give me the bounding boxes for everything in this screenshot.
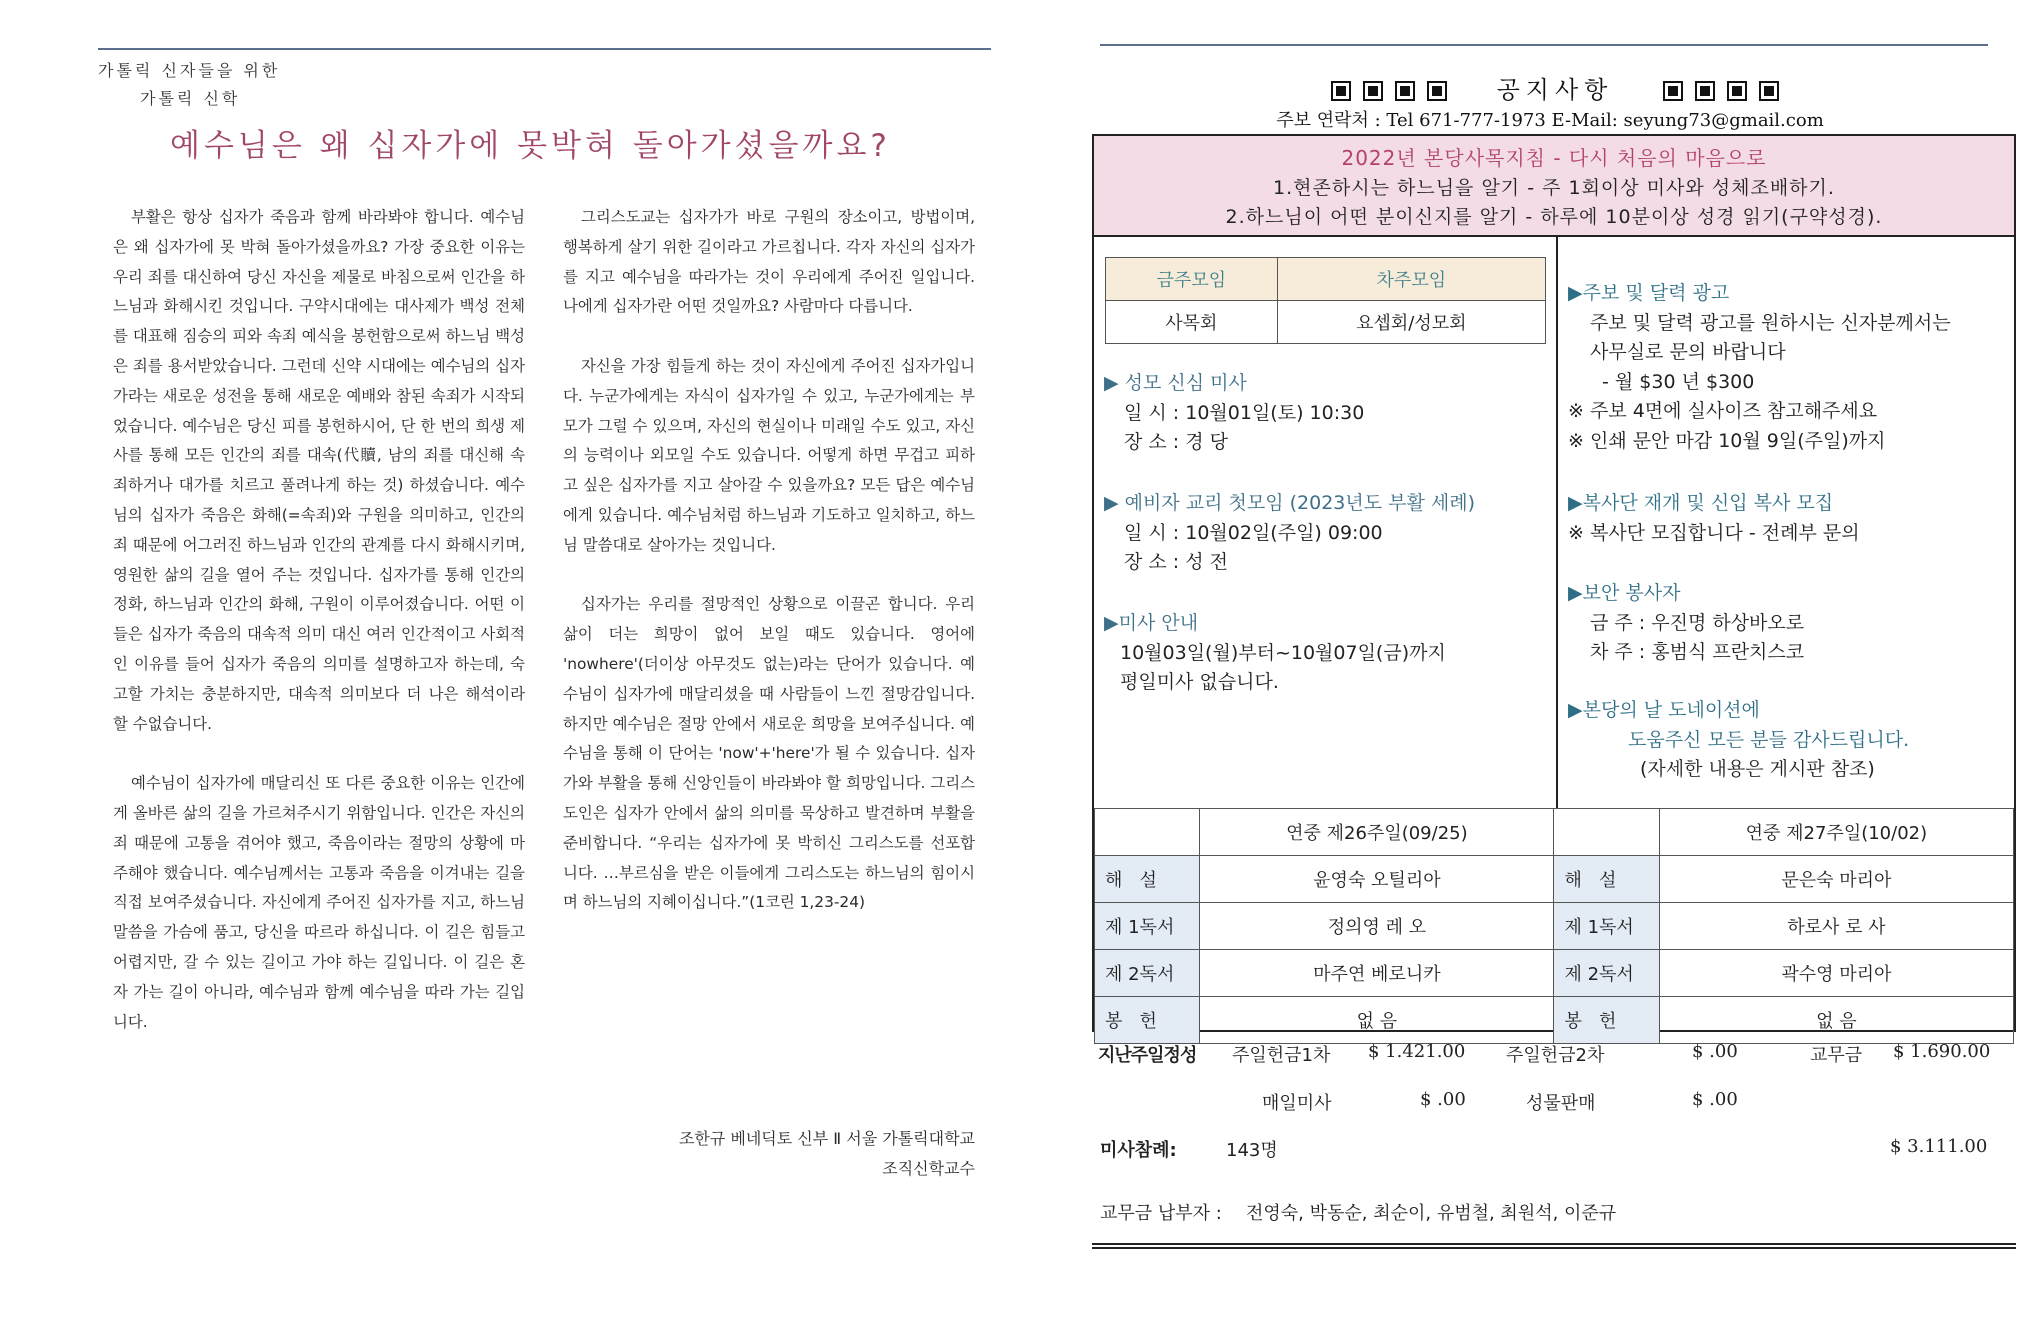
mass1-section <box>1104 369 1364 458</box>
row-label: 제 1독서 <box>1095 903 1200 950</box>
week2-cell: 없 음 <box>1659 997 2013 1044</box>
ads-line2: 사무실로 문의 바랍니다 <box>1590 341 1786 363</box>
notice-box <box>1092 134 2016 1032</box>
banner-title: 2022년 본당사목지침 - 다시 처음의 마음으로 <box>1341 146 1767 170</box>
notice-title-row <box>1295 70 1815 105</box>
mass3-section <box>1104 609 1446 698</box>
meeting-this-week: 사목회 <box>1106 301 1278 344</box>
dues-value: $ 1.690.00 <box>1893 1041 1991 1062</box>
square-bullet-icon <box>1727 81 1747 101</box>
donation-line1: 도움주신 모든 분들 감사드립니다. <box>1628 728 1910 751</box>
sunday2-label: 주일헌금2차 <box>1506 1045 1605 1066</box>
article-paragraph: 그리스도교는 십자가가 바로 구원의 장소이고, 방법이며, 행복하게 살기 위한 길이라고 가르칩니다. 각자 자신의 십자가를 지고 예수님을 따라가는 것이 우리에게 주어진 일입니다. 나에게 십자가란 어떤 것일까요? 사람마다 다릅니다. <box>563 208 975 316</box>
author-line1: 조한규 베네딕토 신부 Ⅱ 서울 가톨릭대학교 <box>678 1129 975 1148</box>
square-bullet-icon <box>1363 81 1383 101</box>
right-top-rule <box>1100 44 1988 46</box>
week2-cell: 문은숙 마리아 <box>1659 856 2013 903</box>
liturgy-schedule-table <box>1094 808 2014 1044</box>
mass2-section <box>1104 489 1475 578</box>
square-bullet-icon <box>1695 81 1715 101</box>
mass3-line1: 10월03일(월)부터~10월07일(금)까지 <box>1120 641 1446 664</box>
author-line2: 조직신학교수 <box>882 1159 975 1178</box>
week1-header: 연중 제26주일(09/25) <box>1200 809 1554 856</box>
bottom-double-rule <box>1092 1243 2016 1249</box>
finance-label: 지난주일정성 <box>1098 1045 1197 1066</box>
square-bullet-icon <box>1759 81 1779 101</box>
attendance-label: 미사참례: <box>1100 1140 1177 1161</box>
ads-line1: 주보 및 달력 광고를 원하시는 신자분께서는 <box>1590 311 1951 334</box>
ads-line5: ※ 인쇄 문안 마감 10월 9일(주일)까지 <box>1568 429 1886 452</box>
goods-label: 성물판매 <box>1526 1093 1596 1114</box>
altar-line1: ※ 복사단 모집합니다 - 전례부 문의 <box>1568 521 1860 544</box>
mass1-place-label: 장 소 : <box>1124 431 1180 453</box>
week2-header: 연중 제27주일(10/02) <box>1659 809 2013 856</box>
week1-cell: 윤영숙 오틸리아 <box>1200 856 1554 903</box>
ads-title: ▶주보 및 달력 광고 <box>1568 282 1730 304</box>
row-label: 제 2독서 <box>1554 950 1659 997</box>
ads-line3: - 월 $30 년 $300 <box>1602 370 1755 393</box>
column-divider <box>1556 235 1558 808</box>
security-next-name: 홍범식 프란치스코 <box>1651 641 1805 663</box>
payers-label: 교무금 납부자 : <box>1100 1203 1222 1224</box>
mass3-line2: 평일미사 없습니다. <box>1120 671 1279 693</box>
dues-label: 교무금 <box>1810 1045 1863 1066</box>
attendance-value: 143명 <box>1226 1140 1278 1161</box>
altar-section <box>1568 489 1860 548</box>
mass3-title: ▶미사 안내 <box>1104 612 1199 634</box>
table-row <box>1095 997 2014 1044</box>
ads-section <box>1568 279 1951 456</box>
table-row <box>1095 856 2014 903</box>
security-section <box>1568 579 1804 668</box>
donation-line2: (자세한 내용은 게시판 참조) <box>1640 758 1875 780</box>
daily-label: 매일미사 <box>1262 1093 1332 1114</box>
banner-line1: 1.현존하시는 하느님을 알기 - 주 1회이상 미사와 성체조배하기. <box>1273 177 1835 199</box>
security-title: ▶보안 봉사자 <box>1568 582 1681 604</box>
article-paragraph: 부활은 항상 십자가 죽음과 함께 바라봐야 합니다. 예수님은 왜 십자가에 못 박혀 돌아가셨을까요? 가장 중요한 이유는 우리 죄를 대신하여 당신 자신을 제물로 바침으로써 인간을 하느님과 화해시킨 것입니다. 구약시대에는 대사제가 백성 전체를 대표해 짐승의 피와 속죄 예식을 봉헌함으로써 하느님 백성은 죄를 용서받았습니다. 그런데 신약 시대에는 예수님의 십자가라는 새로운 성전을 통해 새로운 예배와 참된 속죄가 시작되었습니다. 예수님은 당신 피를 봉헌하시어, 단 한 번의 희생 제사를 통해 모든 인간의 죄를 대속(代贖, 남의 죄를 대신해 속죄하거나 대가를 치르고 풀려나게 하는 것) 하셨습니다. 예수님의 십자가 죽음은 화해(=속죄)와 구원을 의미하고, 인간의 죄 때문에 어그러진 하느님과 인간의 관계를 다시 화해시키며, 영원한 삶의 길을 열어 주는 것입니다. 십자가를 통해 인간의 정화, 하느님과 인간의 화해, 구원이 이루어졌습니다. 어떤 이들은 십자가 죽음의 대속적 의미 대신 여러 인간적이고 사회적인 이유를 들어 십자가 죽음의 의미를 설명하고자 하는데, 숙고할 가치는 충분하지만, 대속적 의미보다 더 나은 해석이라 할 수없습니다. <box>113 208 525 733</box>
donation-section <box>1568 696 1909 785</box>
left-top-rule <box>98 48 991 50</box>
banner-line2: 2.하느님이 어떤 분이신지를 알기 - 하루에 10분이상 성경 읽기(구약성경). <box>1225 206 1883 228</box>
mass2-place-label: 장 소 : <box>1124 551 1180 573</box>
square-bullet-icon <box>1331 81 1351 101</box>
meeting-next-week: 요셉회/성모회 <box>1277 301 1545 344</box>
week1-cell: 없 음 <box>1200 997 1554 1044</box>
mass1-time: 10월01일(토) 10:30 <box>1185 401 1365 424</box>
mass2-place: 성 전 <box>1185 551 1228 573</box>
donation-title: ▶본당의 날 도네이션에 <box>1568 699 1760 721</box>
row-label: 해 설 <box>1095 856 1200 903</box>
row-label: 봉 헌 <box>1095 997 1200 1044</box>
daily-value: $ .00 <box>1420 1089 1466 1110</box>
mass1-title: ▶ 성모 신심 미사 <box>1104 372 1247 394</box>
header-line1: 가톨릭 신자들을 위한 <box>98 61 281 80</box>
week2-cell: 하로사 로 사 <box>1659 903 2013 950</box>
row-label: 제 2독서 <box>1095 950 1200 997</box>
mass2-time: 10월02일(주일) 09:00 <box>1185 521 1383 544</box>
table-row <box>1095 903 2014 950</box>
mass1-time-label: 일 시 : <box>1124 401 1180 424</box>
week1-cell: 마주연 베로니카 <box>1200 950 1554 997</box>
sunday1-value: $ 1.421.00 <box>1368 1041 1466 1062</box>
table-row <box>1095 950 2014 997</box>
article-paragraph: 십자가는 우리를 절망적인 상황으로 이끌곤 합니다. 우리 삶이 더는 희망이 없어 보일 때도 있습니다. 영어에 'nowhere'(더이상 아무것도 없는)라는 단어가 있습니다. 예수님이 십자가에 매달리셨을 때 사람들이 느낀 절망감입니다. 하지만 예수님은 절망 안에서 새로운 희망을 보여주십니다. 예수님을 통해 이 단어는 'now'+'here'가 될 수 있습니다. 십자가와 부활을 통해 신앙인들이 바라봐야 할 희망입니다. 그리스도인은 십자가 안에서 삶의 의미를 묵상하고 발견하며 부활을 준비합니다. “우리는 십자가에 못 박히신 그리스도를 선포합니다. …부르심을 받은 이들에게 그리스도는 하느님의 힘이시며 하느님의 지혜이십니다.”(1코린 1,23-24) <box>563 595 975 912</box>
notice-title: 공지사항 <box>1496 76 1614 104</box>
week1-cell: 정의영 레 오 <box>1200 903 1554 950</box>
mass1-place: 경 당 <box>1185 431 1228 453</box>
security-this-name: 우진명 하상바오로 <box>1651 611 1805 634</box>
article-column-2 <box>563 203 975 948</box>
row-label: 해 설 <box>1554 856 1659 903</box>
week2-cell: 곽수영 마리아 <box>1659 950 2013 997</box>
payers-list: 전영숙, 박동순, 최순이, 유범철, 최원석, 이준규 <box>1246 1203 1617 1224</box>
square-bullet-icon <box>1395 81 1415 101</box>
header-line2: 가톨릭 신학 <box>140 89 241 108</box>
security-next-label: 차 주 : <box>1590 641 1646 663</box>
sunday1-label: 주일헌금1차 <box>1232 1045 1331 1066</box>
meeting-this-week-label: 금주모임 <box>1106 258 1278 301</box>
meeting-table <box>1105 257 1546 344</box>
security-this-label: 금 주 : <box>1590 611 1646 634</box>
ads-line4: ※ 주보 4면에 실사이즈 참고해주세요 <box>1568 400 1878 422</box>
square-bullet-icon <box>1663 81 1683 101</box>
article-column-1 <box>113 203 525 1067</box>
mass2-title: ▶ 예비자 교리 첫모임 (2023년도 부활 세례) <box>1104 492 1475 514</box>
row-label: 봉 헌 <box>1554 997 1659 1044</box>
meeting-next-week-label: 차주모임 <box>1277 258 1545 301</box>
article-paragraph: 예수님이 십자가에 매달리신 또 다른 중요한 이유는 인간에게 올바른 삶의 길을 가르쳐주시기 위함입니다. 인간은 자신의 죄 때문에 고통을 겪어야 했고, 죽음이라는 절망의 상황에 마주해야 했습니다. 예수님께서는 고통과 죽음을 이겨내는 길을 직접 보여주셨습니다. 자신에게 주어진 십자가를 지고, 하느님 말씀을 가슴에 품고, 당신을 따르라 하십니다. 이 길은 힘들고 어렵지만, 갈 수 있는 길이고 가야 하는 길입니다. 이 길은 혼자 가는 길이 아니라, 예수님과 함께 예수님을 따라 가는 길입니다. <box>113 774 525 1031</box>
row-label: 제 1독서 <box>1554 903 1659 950</box>
mass2-time-label: 일 시 : <box>1124 521 1180 544</box>
square-bullet-icon <box>1427 81 1447 101</box>
sunday2-value: $ .00 <box>1692 1041 1738 1062</box>
article-title: 예수님은 왜 십자가에 못박혀 돌아가셨을까요? <box>170 128 891 164</box>
goods-value: $ .00 <box>1692 1089 1738 1110</box>
total-value: $ 3.111.00 <box>1890 1136 1988 1157</box>
altar-title: ▶복사단 재개 및 신입 복사 모집 <box>1568 492 1834 514</box>
article-paragraph: 자신을 가장 힘들게 하는 것이 자신에게 주어진 십자가입니다. 누군가에게는 자식이 십자가일 수 있고, 누군가에게는 부모가 그럴 수 있으며, 자신의 현실이나 미래일 수도 있고, 자신의 능력이나 외모일 수도 있습니다. 어떻게 하면 무겁고 피하고 싶은 십자가를 지고 살아갈 수 있을까요? 모든 답은 예수님에게 있습니다. 예수님처럼 하느님과 기도하고 일치하고, 하느님 말씀대로 살아가는 것입니다. <box>563 356 975 554</box>
pastoral-banner <box>1094 136 2014 237</box>
contact-info: 주보 연락처 : Tel 671-777-1973 E-Mail: seyung73@gmail.com <box>1276 110 1824 131</box>
schedule-corner <box>1095 809 1200 856</box>
schedule-corner <box>1554 809 1659 856</box>
article-author <box>563 1124 975 1184</box>
